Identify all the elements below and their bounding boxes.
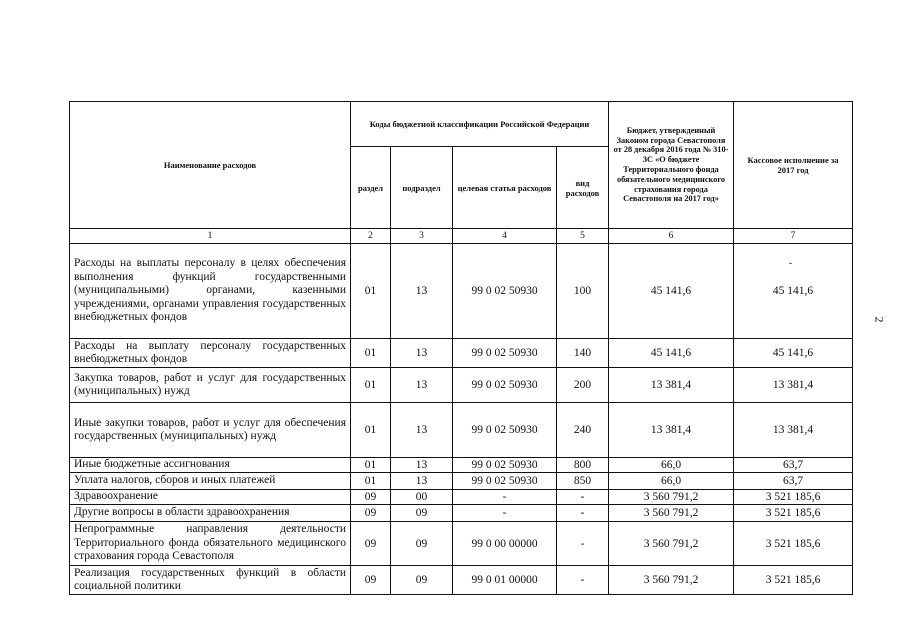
column-number: 5 [557, 229, 609, 244]
row-target-article: 99 0 02 50930 [453, 339, 557, 368]
row-expense-type: - [557, 522, 609, 566]
row-subsection: 00 [391, 490, 453, 505]
row-section: 01 [351, 458, 391, 473]
row-name: Закупка товаров, работ и услуг для государственных (муниципальных) нужд [70, 368, 351, 403]
row-name: Уплата налогов, сборов и иных платежей [70, 473, 351, 490]
row-budget-amount: 45 141,6 [609, 244, 734, 339]
row-cash-amount: 13 381,4 [734, 403, 853, 458]
row-cash-amount: 63,7 [734, 473, 853, 490]
row-target-article: 99 0 02 50930 [453, 458, 557, 473]
table-row [70, 339, 853, 368]
row-target-article: 99 0 02 50930 [453, 403, 557, 458]
page-number: 2 [872, 316, 887, 323]
column-number: 7 [734, 229, 853, 244]
row-section: 01 [351, 403, 391, 458]
header-expense-type: вид расходов [557, 147, 609, 229]
row-subsection: 09 [391, 505, 453, 522]
header-cash: Кассовое исполнение за 2017 год [734, 102, 853, 229]
header-codes-group: Коды бюджетной классификации Российской Федерации [351, 102, 609, 147]
table-body [70, 244, 853, 595]
row-section: 09 [351, 522, 391, 566]
column-numbers-row [70, 229, 853, 244]
row-cash-amount: 63,7 [734, 458, 853, 473]
row-budget-amount: 3 560 791,2 [609, 505, 734, 522]
scan-mark [789, 263, 792, 264]
row-cash-amount: 3 521 185,6 [734, 566, 853, 595]
row-subsection: 09 [391, 522, 453, 566]
row-target-article: - [453, 490, 557, 505]
header-section: раздел [351, 147, 391, 229]
table-row [70, 566, 853, 595]
column-number: 4 [453, 229, 557, 244]
row-cash-amount: 13 381,4 [734, 368, 853, 403]
budget-table [69, 101, 853, 595]
row-expense-type: 200 [557, 368, 609, 403]
row-expense-type: 850 [557, 473, 609, 490]
table-row [70, 490, 853, 505]
header-subsection: подраздел [391, 147, 453, 229]
row-subsection: 13 [391, 403, 453, 458]
row-subsection: 09 [391, 566, 453, 595]
row-cash-amount: 3 521 185,6 [734, 522, 853, 566]
row-expense-type: - [557, 566, 609, 595]
row-name: Расходы на выплату персоналу государственных внебюджетных фондов [70, 339, 351, 368]
row-section: 01 [351, 368, 391, 403]
header-target-article: целевая статья расходов [453, 147, 557, 229]
row-budget-amount: 3 560 791,2 [609, 566, 734, 595]
row-budget-amount: 45 141,6 [609, 339, 734, 368]
row-subsection: 13 [391, 244, 453, 339]
row-subsection: 13 [391, 458, 453, 473]
row-budget-amount: 3 560 791,2 [609, 490, 734, 505]
row-target-article: 99 0 02 50930 [453, 473, 557, 490]
row-expense-type: 800 [557, 458, 609, 473]
row-subsection: 13 [391, 368, 453, 403]
table-row [70, 403, 853, 458]
header-name: Наименование расходов [70, 102, 351, 229]
row-section: 09 [351, 490, 391, 505]
row-cash-amount: 45 141,6 [734, 244, 853, 339]
column-number: 1 [70, 229, 351, 244]
row-name: Иные бюджетные ассигнования [70, 458, 351, 473]
row-expense-type: - [557, 505, 609, 522]
table-row [70, 522, 853, 566]
row-cash-amount: 3 521 185,6 [734, 490, 853, 505]
table-row [70, 458, 853, 473]
table-row [70, 473, 853, 490]
row-target-article: - [453, 505, 557, 522]
row-name: Реализация государственных функций в области социальной политики [70, 566, 351, 595]
table-row [70, 368, 853, 403]
row-name: Здравоохранение [70, 490, 351, 505]
row-section: 09 [351, 505, 391, 522]
row-cash-amount: 3 521 185,6 [734, 505, 853, 522]
row-section: 01 [351, 339, 391, 368]
row-name: Непрограммные направления деятельности Территориального фонда обязательного медицинского страхования города Севастополя [70, 522, 351, 566]
row-cash-amount: 45 141,6 [734, 339, 853, 368]
row-subsection: 13 [391, 339, 453, 368]
row-section: 09 [351, 566, 391, 595]
row-expense-type: - [557, 490, 609, 505]
row-budget-amount: 3 560 791,2 [609, 522, 734, 566]
column-number: 6 [609, 229, 734, 244]
row-target-article: 99 0 00 00000 [453, 522, 557, 566]
row-expense-type: 100 [557, 244, 609, 339]
row-budget-amount: 66,0 [609, 473, 734, 490]
column-number: 2 [351, 229, 391, 244]
row-budget-amount: 13 381,4 [609, 368, 734, 403]
row-budget-amount: 13 381,4 [609, 403, 734, 458]
row-budget-amount: 66,0 [609, 458, 734, 473]
row-section: 01 [351, 244, 391, 339]
row-target-article: 99 0 02 50930 [453, 244, 557, 339]
row-name: Расходы на выплаты персоналу в целях обеспечения выполнения функций государственными (муниципальными) органами, казенными учреждениями, органами управления государственных внебюджетных фондов [70, 244, 351, 339]
row-name: Иные закупки товаров, работ и услуг для обеспечения государственных (муниципальных) нужд [70, 403, 351, 458]
row-expense-type: 240 [557, 403, 609, 458]
header-budget: Бюджет, утвержденный Законом города Севастополя от 28 декабря 2016 года № 310-ЗС «О бюджете Территориального фонда обязательного медицинского страхования города Севастополя на 2017 год» [609, 102, 734, 229]
row-section: 01 [351, 473, 391, 490]
column-number: 3 [391, 229, 453, 244]
row-expense-type: 140 [557, 339, 609, 368]
row-subsection: 13 [391, 473, 453, 490]
row-name: Другие вопросы в области здравоохранения [70, 505, 351, 522]
table-row [70, 505, 853, 522]
row-target-article: 99 0 02 50930 [453, 368, 557, 403]
table-row [70, 244, 853, 339]
row-target-article: 99 0 01 00000 [453, 566, 557, 595]
